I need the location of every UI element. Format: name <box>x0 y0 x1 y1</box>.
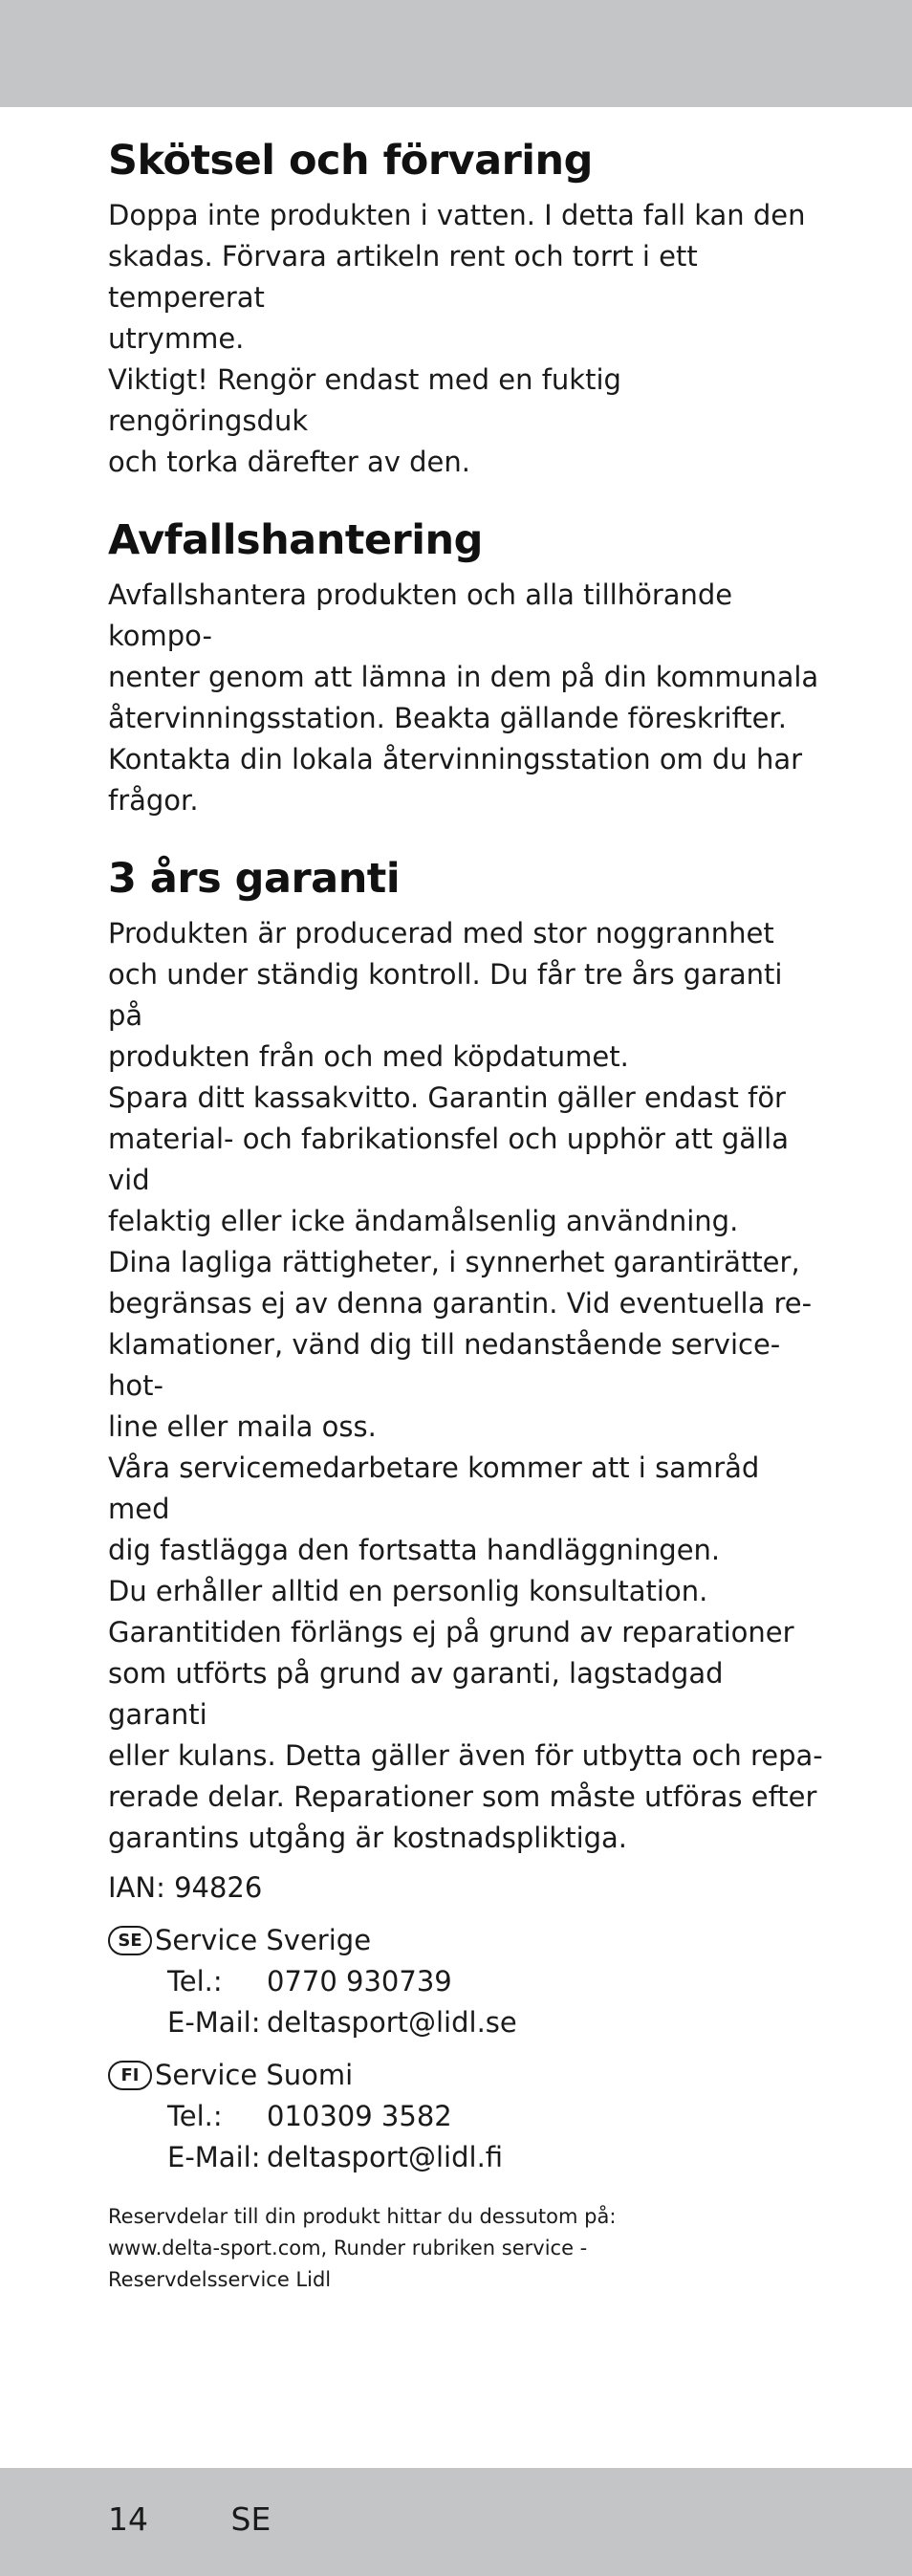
text-line: garantins utgång är kostnadspliktiga. <box>108 1822 628 1854</box>
text-line: rerade delar. Reparationer som måste utföras efter <box>108 1780 817 1813</box>
section-care <box>108 133 825 483</box>
text-line: Kontakta din lokala återvinningsstation om du har <box>108 743 803 775</box>
text-line: material- och fabrikationsfel och upphör att gälla vid <box>108 1123 789 1196</box>
warranty-text <box>108 913 825 1859</box>
tel-label: Tel.: <box>167 1965 223 1997</box>
text-line: Reservdelar till din produkt hittar du dessutom på: <box>108 2205 617 2228</box>
text-line: produkten från och med köpdatumet. <box>108 1040 629 1073</box>
text-line: Reservdelsservice Lidl <box>108 2268 332 2291</box>
text-line: klamationer, vänd dig till nedanstående service-hot- <box>108 1328 781 1402</box>
spare-parts-note <box>108 2201 825 2296</box>
text-line: Viktigt! Rengör endast med en fuktig rengöringsduk <box>108 363 621 437</box>
text-line: Spara ditt kassakvitto. Garantin gäller endast för <box>108 1081 786 1114</box>
section-title-warranty: 3 års garanti <box>108 855 401 903</box>
text-line: och under ständig kontroll. Du får tre års garanti på <box>108 958 783 1032</box>
text-line: frågor. <box>108 784 199 817</box>
text-line: utrymme. <box>108 322 245 355</box>
text-line: Avfallshantera produkten och alla tillhörande kompo- <box>108 579 733 652</box>
phone-number[interactable]: 0770 930739 <box>267 1965 452 1997</box>
text-line: felaktig eller icke ändamålsenlig användning. <box>108 1205 739 1237</box>
text-line: återvinningsstation. Beakta gällande föreskrifter. <box>108 702 788 734</box>
page-content <box>108 133 825 2296</box>
language-code: SE <box>230 2500 271 2538</box>
disposal-text <box>108 575 825 821</box>
service-sweden <box>108 1920 825 2043</box>
section-title-care: Skötsel och förvaring <box>108 137 593 185</box>
email-address[interactable]: deltasport@lidl.fi <box>267 2141 504 2173</box>
email-label: E-Mail: <box>167 2006 261 2039</box>
text-line: Doppa inte produkten i vatten. I detta fall kan den <box>108 199 806 231</box>
service-finland <box>108 2055 825 2178</box>
care-text <box>108 195 825 483</box>
tel-label: Tel.: <box>167 2100 223 2132</box>
ian-number: IAN: 94826 <box>108 1871 263 1904</box>
section-disposal <box>108 513 825 821</box>
text-line: dig fastlägga den fortsatta handläggningen. <box>108 1534 721 1566</box>
text-line: Våra servicemedarbetare kommer att i samråd med <box>108 1452 760 1525</box>
service-name: Service Sverige <box>155 1924 372 1956</box>
text-line: begränsas ej av denna garantin. Vid eventuella re- <box>108 1287 813 1320</box>
spare-parts-link[interactable]: www.delta-sport.com, Runder rubriken service - <box>108 2237 588 2259</box>
phone-number[interactable]: 010309 3582 <box>267 2100 452 2132</box>
text-line: skadas. Förvara artikeln rent och torrt i ett tempererat <box>108 240 698 314</box>
header-band <box>0 0 912 107</box>
email-address[interactable]: deltasport@lidl.se <box>267 2006 517 2039</box>
text-line: Produkten är producerad med stor noggrannhet <box>108 917 774 950</box>
service-name: Service Suomi <box>155 2059 354 2091</box>
text-line: Garantitiden förlängs ej på grund av reparationer <box>108 1616 794 1648</box>
country-badge-fi-icon: FI <box>108 2061 152 2090</box>
page-number: 14 <box>108 2500 148 2538</box>
text-line: Du erhåller alltid en personlig konsultation. <box>108 1575 708 1607</box>
text-line: nenter genom att lämna in dem på din kommunala <box>108 661 819 693</box>
email-label: E-Mail: <box>167 2141 261 2173</box>
text-line: Dina lagliga rättigheter, i synnerhet garantirätter, <box>108 1246 800 1278</box>
text-line: och torka därefter av den. <box>108 446 470 478</box>
page-footer <box>108 2486 271 2553</box>
section-warranty <box>108 851 825 1859</box>
text-line: som utförts på grund av garanti, lagstadgad garanti <box>108 1657 724 1731</box>
country-badge-se-icon: SE <box>108 1926 152 1955</box>
text-line: line eller maila oss. <box>108 1410 377 1443</box>
section-title-disposal: Avfallshantering <box>108 516 483 564</box>
text-line: eller kulans. Detta gäller även för utbytta och repa- <box>108 1739 823 1772</box>
